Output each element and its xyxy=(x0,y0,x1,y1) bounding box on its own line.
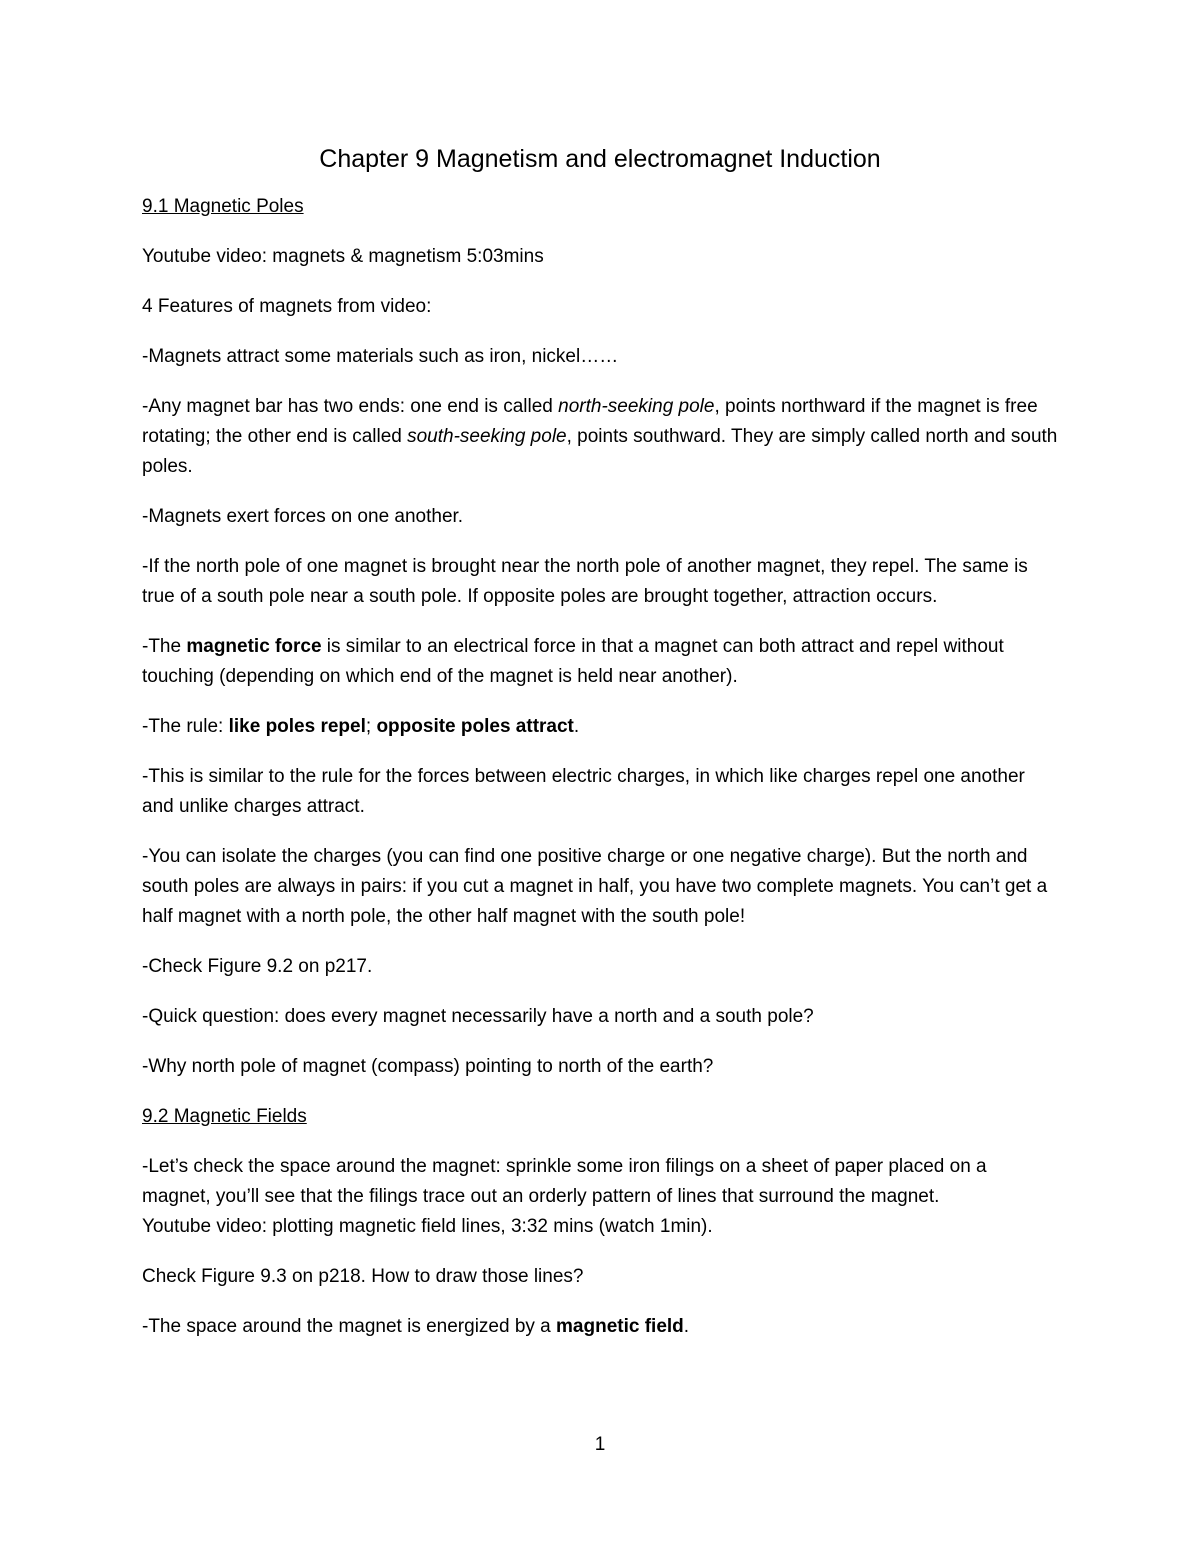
rule-text-e: . xyxy=(573,716,580,737)
rule-text-c: ; xyxy=(365,716,377,737)
poles-text-e: , points southward. They are simply called north and south poles. xyxy=(142,426,1058,477)
video-reference-paragraph: Youtube video: magnets & magnetism 5:03mins xyxy=(142,246,544,267)
exert-forces-paragraph: -Magnets exert forces on one another. xyxy=(142,506,464,527)
poles-text-c: , points northward if the magnet is free rotating; the other end is called xyxy=(142,396,1038,447)
poles-paragraph xyxy=(142,392,1058,482)
field-lines-video-paragraph: Youtube video: plotting magnetic field lines, 3:32 mins (watch 1min). xyxy=(142,1216,713,1237)
repel-paragraph: -If the north pole of one magnet is brought near the north pole of another magnet, they repel. The same is true of a south pole near a south pole. If opposite poles are brought together, attraction occurs. xyxy=(142,556,1028,607)
compass-question-paragraph: -Why north pole of magnet (compass) pointing to north of the earth? xyxy=(142,1056,714,1077)
iron-filings-paragraph: -Let’s check the space around the magnet: sprinkle some iron filings on a sheet of paper placed on a magnet, you’ll see that the filings trace out an orderly pattern of lines that surround the magnet. xyxy=(142,1156,987,1207)
like-poles-repel-term: like poles repel xyxy=(228,716,366,737)
electric-charges-paragraph: -This is similar to the rule for the forces between electric charges, in which like charges repel one another and unlike charges attract. xyxy=(142,766,1025,817)
north-seeking-pole-term: north-seeking pole xyxy=(558,396,715,417)
isolate-charges-paragraph: -You can isolate the charges (you can find one positive charge or one negative charge). But the north and south poles are always in pairs: if you cut a magnet in half, you have two complete magnets. You can’t get a half magnet with a north pole, the other half magnet with the south pole! xyxy=(142,846,1048,927)
magnetic-force-term: magnetic force xyxy=(186,636,322,657)
poles-text-a: -Any magnet bar has two ends: one end is called xyxy=(142,396,559,417)
rule-text-a: -The rule: xyxy=(142,716,229,737)
south-seeking-pole-term: south-seeking pole xyxy=(407,426,567,447)
features-intro-paragraph: 4 Features of magnets from video: xyxy=(142,296,432,317)
chapter-title: Chapter 9 Magnetism and electromagnet Induction xyxy=(319,145,881,173)
opposite-poles-attract-term: opposite poles attract xyxy=(376,716,574,737)
magnetic-field-paragraph xyxy=(142,1312,1058,1342)
page-number: 1 xyxy=(594,1434,606,1455)
magforce-text-a: -The xyxy=(142,636,187,657)
field-text-a: -The space around the magnet is energized by a xyxy=(142,1316,557,1337)
rule-paragraph xyxy=(142,712,1058,742)
field-text-c: . xyxy=(683,1316,690,1337)
figure-9-2-paragraph: -Check Figure 9.2 on p217. xyxy=(142,956,373,977)
magforce-text-c: is similar to an electrical force in that a magnet can both attract and repel without touching (depending on which end of the magnet is held near another). xyxy=(142,636,1004,687)
figure-9-3-paragraph: Check Figure 9.3 on p218. How to draw those lines? xyxy=(142,1266,584,1287)
magnetic-field-term: magnetic field xyxy=(556,1316,684,1337)
magnetic-force-paragraph xyxy=(142,632,1058,692)
quick-question-paragraph: -Quick question: does every magnet necessarily have a north and a south pole? xyxy=(142,1006,814,1027)
section-heading-magnetic-poles: 9.1 Magnetic Poles xyxy=(142,196,304,217)
attract-materials-paragraph: -Magnets attract some materials such as iron, nickel…… xyxy=(142,346,619,367)
document-body xyxy=(142,140,1058,1362)
section-heading-magnetic-fields: 9.2 Magnetic Fields xyxy=(142,1106,307,1127)
